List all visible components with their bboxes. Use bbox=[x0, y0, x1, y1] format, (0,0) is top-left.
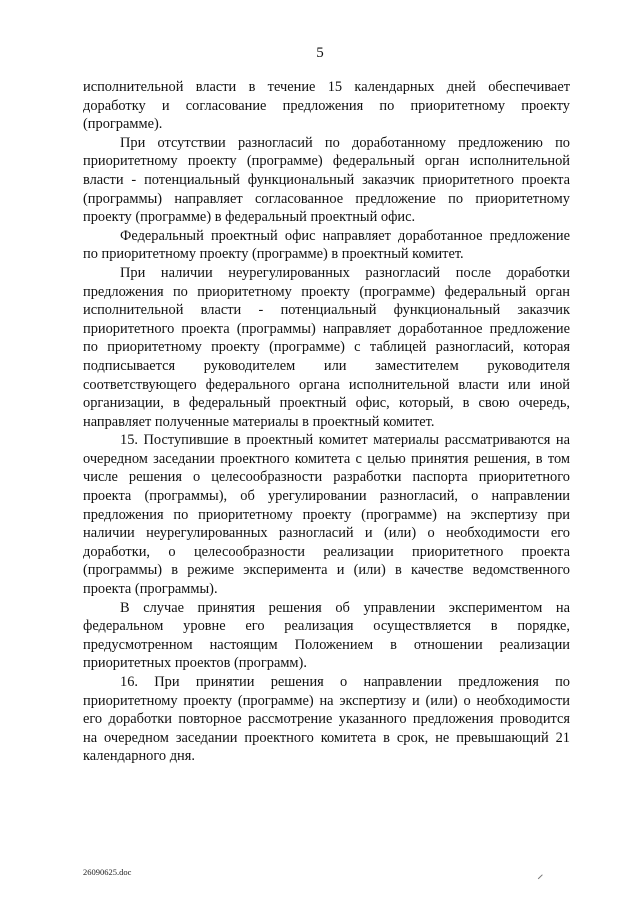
page-number: 5 bbox=[316, 45, 324, 61]
paragraph: Федеральный проектный офис направляет доработанное предложение по приоритетному проекту (программе) в проектный комитет. bbox=[83, 227, 570, 263]
paragraph: При наличии неурегулированных разногласий после доработки предложения по приоритетному проекту (программе) федеральный орган исполнительной власти - потенциальный функциональный заказчик приоритетного проекта (программы) направляет доработанное предложение по приоритетному проекту (программе) с таблицей разногласий, которая подписывается руководителем или заместителем руководителя соответствующего федерального органа исполнительной власти или иной организации, в федеральный проектный офис, который, в свою очередь, направляет полученные материалы в проектный комитет. bbox=[83, 264, 570, 430]
paragraph: исполнительной власти в течение 15 календарных дней обеспечивает доработку и согласование предложения по приоритетному проекту (программе). bbox=[83, 79, 570, 133]
footer-file-code: 26090625.doc bbox=[83, 867, 132, 877]
paragraph: 15. Поступившие в проектный комитет материалы рассматриваются на очередном заседании проектного комитета с целью принятия решения, в том числе решения о целесообразности разработки паспорта приоритетного проекта (программы), об урегулировании разногласий, о направлении предложения по приоритетному проекту (программе) на экспертизу при наличии неурегулированных разногласий и (или) о необходимости его доработки, о целесообразности реализации приоритетного проекта (программы) в режиме эксперимента и (или) в качестве ведомственного проекта (программы). bbox=[83, 432, 570, 598]
paragraph: В случае принятия решения об управлении экспериментом на федеральном уровне его реализация осуществляется в порядке, предусмотренном настоящим Положением в отношении реализации приоритетных проектов (программ). bbox=[83, 599, 570, 672]
paragraph: 16. При принятии решения о направлении предложения по приоритетному проекту (программе) на экспертизу и (или) о необходимости его доработки повторное рассмотрение указанного предложения проводится на очередном заседании проектного комитета в срок, не превышающий 21 календарного дня. bbox=[83, 674, 570, 765]
corner-mark bbox=[538, 874, 544, 880]
document-body bbox=[83, 78, 570, 766]
paragraph: При отсутствии разногласий по доработанному предложению по приоритетному проекту (программе) федеральный орган исполнительной власти - потенциальный функциональный заказчик приоритетного проекта (программы) направляет согласованное предложение по приоритетному проекту (программе) в федеральный проектный офис. bbox=[83, 134, 570, 226]
